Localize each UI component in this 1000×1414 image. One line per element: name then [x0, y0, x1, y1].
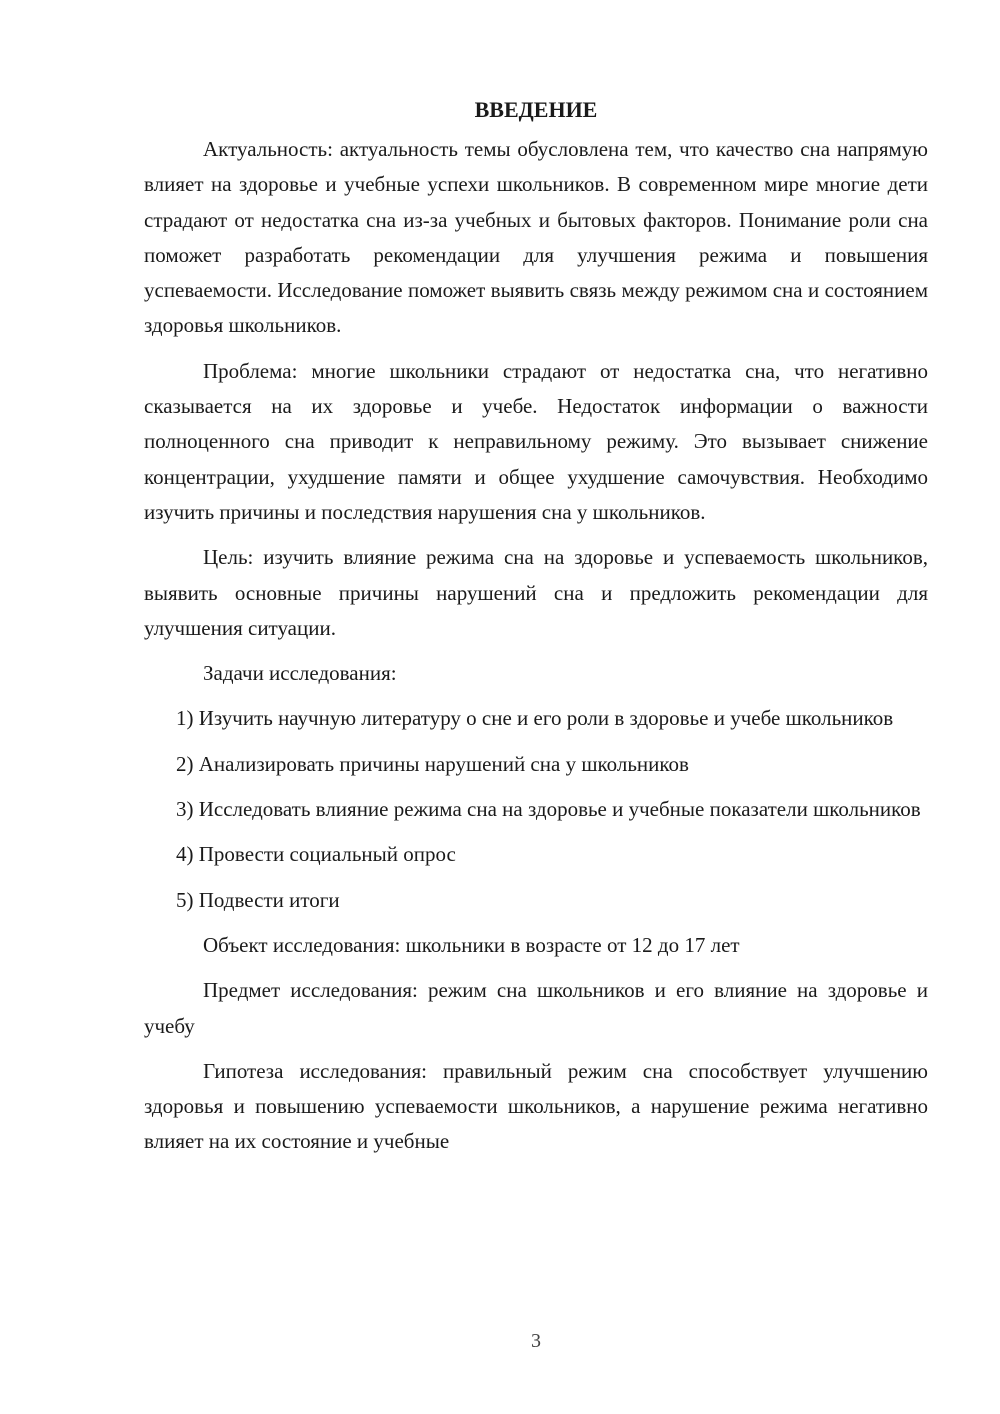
task-item-1: 1) Изучить научную литературу о сне и его роли в здоровье и учебе школьников [176, 706, 894, 731]
task-item-3: 3) Исследовать влияние режима сна на здоровье и учебные показатели школьников [176, 797, 921, 822]
section-title: ВВЕДЕНИЕ [474, 97, 598, 122]
task-item-5: 5) Подвести итоги [176, 887, 340, 912]
task-item-4: 4) Провести социальный опрос [176, 842, 456, 867]
paragraph-goal: Цель: изучить влияние режима сна на здоровье и успеваемость школьников, выявить основные причины нарушений сна и предложить рекомендации для улучшения ситуации. [144, 545, 928, 640]
paragraph-problem: Проблема: многие школьники страдают от недостатка сна, что негативно сказывается на их здоровье и учебе. Недостаток информации о важности полноценного сна приводит к неправильному режиму. Это вызывает снижение концентрации, ухудшение памяти и общее ухудшение самочувствия. Необходимо изучить причины и последствия нарушения сна у школьников. [144, 358, 928, 524]
paragraph-object: Объект исследования: школьники в возрасте от 12 до 17 лет [203, 932, 740, 957]
paragraph-subject: Предмет исследования: режим сна школьников и его влияние на здоровье и учебу [144, 978, 928, 1038]
document-page [144, 92, 928, 1170]
paragraph-hypothesis: Гипотеза исследования: правильный режим сна способствует улучшению здоровья и повышению успеваемости школьников, а нарушение режима негативно влияет на их состояние и учебные [144, 1058, 928, 1154]
paragraph-relevance: Актуальность: актуальность темы обусловлена тем, что качество сна напрямую влияет на здоровье и учебные успехи школьников. В современном мире многие дети страдают от недостатка сна из-за учебных и бытовых факторов. Понимание роли сна поможет разработать рекомендации для улучшения режима и повышения успеваемости. Исследование поможет выявить связь между режимом сна и состоянием здоровья школьников. [144, 137, 928, 338]
task-item-2: 2) Анализировать причины нарушений сна у школьников [176, 751, 689, 776]
tasks-heading: Задачи исследования: [203, 661, 397, 686]
page-number: 3 [531, 1330, 541, 1352]
